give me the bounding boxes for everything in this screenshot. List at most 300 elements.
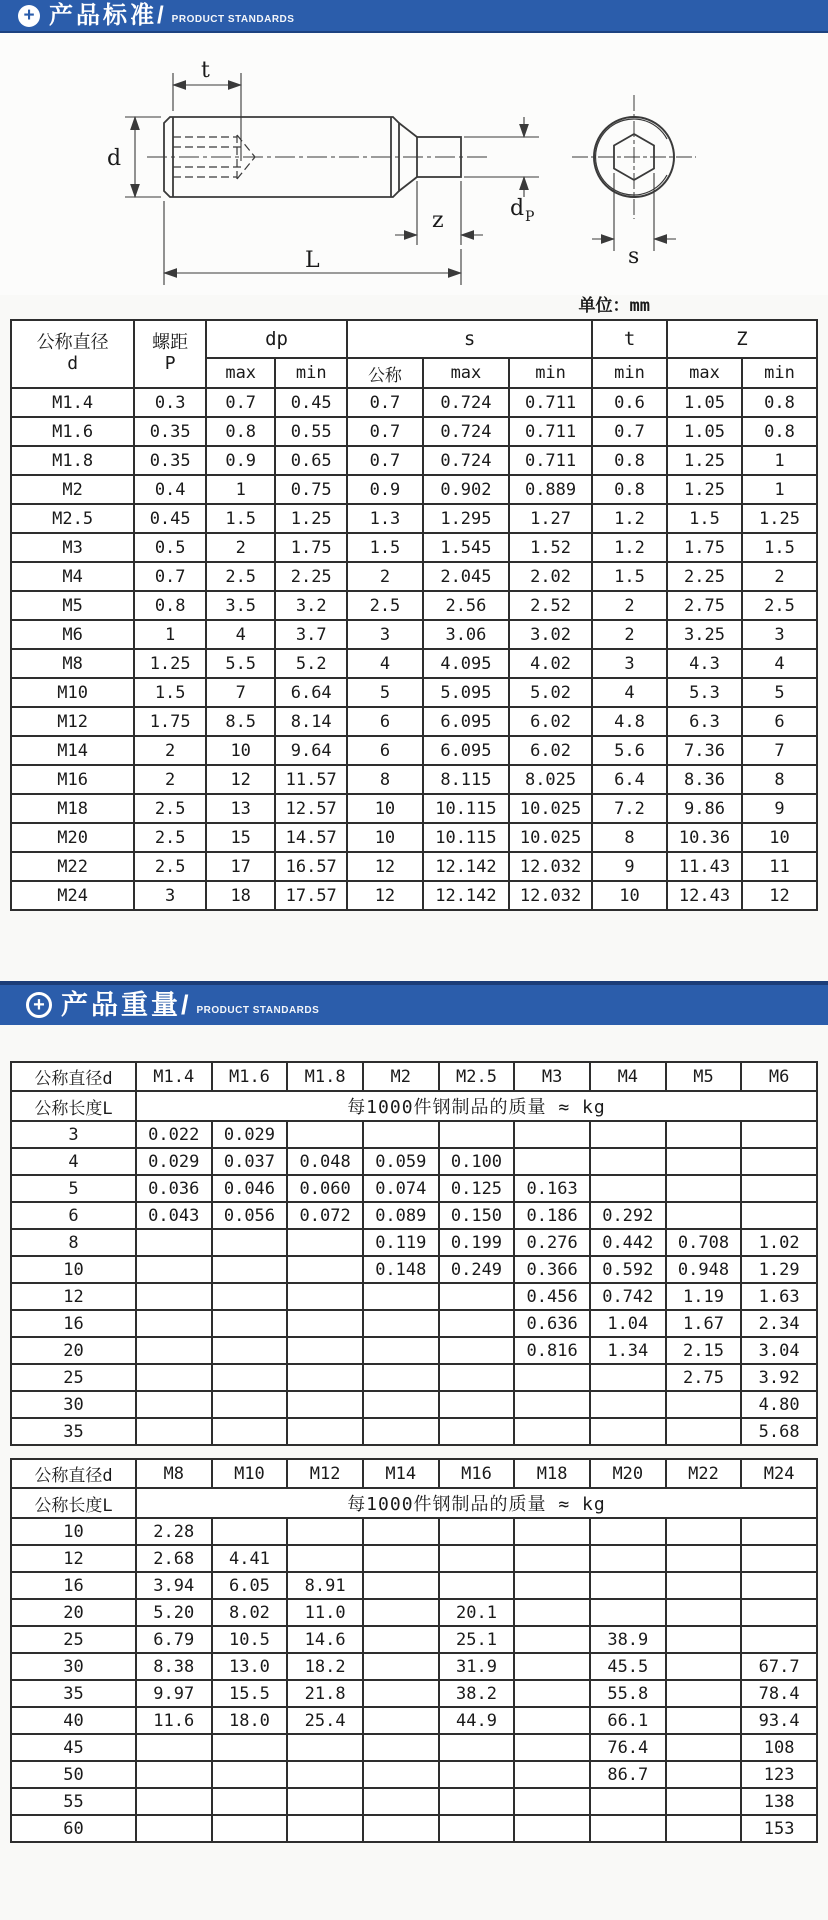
value-cell — [287, 1788, 363, 1815]
value-cell: 2.5 — [134, 823, 206, 852]
value-cell: 0.45 — [275, 388, 347, 417]
size-col: M14 — [363, 1459, 439, 1488]
value-cell: 1.52 — [509, 533, 592, 562]
value-cell: 2.56 — [423, 591, 509, 620]
size-col: M1.6 — [212, 1062, 288, 1091]
value-cell: 18.2 — [287, 1653, 363, 1680]
value-cell — [287, 1121, 363, 1148]
row-label-cell: 35 — [11, 1680, 136, 1707]
size-col: M6 — [741, 1062, 817, 1091]
size-col: M20 — [590, 1459, 666, 1488]
value-cell: 0.7 — [347, 388, 423, 417]
value-cell: 3.5 — [206, 591, 275, 620]
value-cell: 17 — [206, 852, 275, 881]
value-cell: 4.41 — [212, 1545, 288, 1572]
label-dp-sub: P — [525, 209, 535, 225]
value-cell: 8.38 — [136, 1653, 212, 1680]
table-row — [11, 475, 817, 504]
row-label-cell: M20 — [11, 823, 134, 852]
value-cell — [514, 1680, 590, 1707]
value-cell — [666, 1518, 742, 1545]
value-cell: 0.8 — [742, 417, 817, 446]
value-cell: 76.4 — [590, 1734, 666, 1761]
value-cell: 15.5 — [212, 1680, 288, 1707]
value-cell: 0.636 — [514, 1310, 590, 1337]
value-cell: 8.025 — [509, 765, 592, 794]
value-cell: 6.79 — [136, 1626, 212, 1653]
weight-table-body — [11, 1121, 817, 1445]
value-cell — [666, 1202, 742, 1229]
value-cell: 2 — [742, 562, 817, 591]
value-cell: 1.75 — [667, 533, 742, 562]
value-cell — [666, 1761, 742, 1788]
technical-drawing-area — [0, 33, 828, 295]
value-cell: 2 — [592, 591, 667, 620]
value-cell — [212, 1518, 288, 1545]
value-cell: 10.025 — [509, 794, 592, 823]
value-cell: 12 — [206, 765, 275, 794]
value-cell: 6.095 — [423, 736, 509, 765]
value-cell: 8.5 — [206, 707, 275, 736]
value-cell — [741, 1545, 817, 1572]
table-row — [11, 591, 817, 620]
value-cell: 0.724 — [423, 417, 509, 446]
value-cell: 3.06 — [423, 620, 509, 649]
value-cell: 0.711 — [509, 388, 592, 417]
value-cell: 1.75 — [134, 707, 206, 736]
value-cell — [439, 1734, 515, 1761]
value-cell — [212, 1229, 288, 1256]
value-cell: 10 — [592, 881, 667, 910]
value-cell: 1.2 — [592, 533, 667, 562]
value-cell: 11.57 — [275, 765, 347, 794]
value-cell: 5.2 — [275, 649, 347, 678]
row-label-cell: M1.4 — [11, 388, 134, 417]
value-cell: 0.022 — [136, 1121, 212, 1148]
value-cell: 0.7 — [347, 446, 423, 475]
value-cell — [363, 1283, 439, 1310]
row-label-cell: 12 — [11, 1545, 136, 1572]
value-cell — [666, 1175, 742, 1202]
value-cell: 4 — [592, 678, 667, 707]
value-cell: 0.9 — [347, 475, 423, 504]
value-cell: 10 — [347, 794, 423, 823]
table-row — [11, 852, 817, 881]
value-cell: 6.4 — [592, 765, 667, 794]
value-cell: 10 — [742, 823, 817, 852]
value-cell: 5.6 — [592, 736, 667, 765]
row-label-cell: M22 — [11, 852, 134, 881]
size-col: M5 — [666, 1062, 742, 1091]
value-cell: 78.4 — [741, 1680, 817, 1707]
row-label-cell: M14 — [11, 736, 134, 765]
dimension-table — [10, 319, 818, 911]
value-cell: 11.43 — [667, 852, 742, 881]
value-cell — [287, 1256, 363, 1283]
corner-length: 公称长度L — [11, 1488, 136, 1518]
value-cell: 3 — [742, 620, 817, 649]
size-col: M16 — [439, 1459, 515, 1488]
value-cell: 1.04 — [590, 1310, 666, 1337]
value-cell: 7 — [742, 736, 817, 765]
value-cell: 1.02 — [741, 1229, 817, 1256]
value-cell — [741, 1518, 817, 1545]
value-cell — [514, 1148, 590, 1175]
value-cell — [287, 1310, 363, 1337]
value-cell: 10.5 — [212, 1626, 288, 1653]
value-cell — [363, 1418, 439, 1445]
value-cell: 5.20 — [136, 1599, 212, 1626]
value-cell: 12.43 — [667, 881, 742, 910]
value-cell: 0.816 — [514, 1337, 590, 1364]
table-row — [11, 1310, 817, 1337]
value-cell: 10.025 — [509, 823, 592, 852]
value-cell: 2.045 — [423, 562, 509, 591]
value-cell — [666, 1391, 742, 1418]
value-cell: 1.34 — [590, 1337, 666, 1364]
value-cell: 44.9 — [439, 1707, 515, 1734]
table-row — [11, 794, 817, 823]
value-cell: 7.2 — [592, 794, 667, 823]
value-cell: 93.4 — [741, 1707, 817, 1734]
value-cell: 6 — [347, 707, 423, 736]
table-row — [11, 1761, 817, 1788]
value-cell: 0.7 — [347, 417, 423, 446]
size-col: M3 — [514, 1062, 590, 1091]
corner-length: 公称长度L — [11, 1091, 136, 1121]
table-row — [11, 388, 817, 417]
value-cell — [363, 1626, 439, 1653]
value-cell — [439, 1418, 515, 1445]
value-cell: 11.0 — [287, 1599, 363, 1626]
value-cell — [590, 1175, 666, 1202]
value-cell: 6.095 — [423, 707, 509, 736]
value-cell: 0.724 — [423, 388, 509, 417]
value-cell: 2.68 — [136, 1545, 212, 1572]
value-cell — [287, 1761, 363, 1788]
value-cell: 0.199 — [439, 1229, 515, 1256]
value-cell — [363, 1599, 439, 1626]
value-cell — [514, 1364, 590, 1391]
value-cell — [212, 1337, 288, 1364]
row-label-cell: 55 — [11, 1788, 136, 1815]
value-cell — [514, 1734, 590, 1761]
size-col: M12 — [287, 1459, 363, 1488]
value-cell: 4 — [347, 649, 423, 678]
value-cell — [439, 1364, 515, 1391]
value-cell: 0.45 — [134, 504, 206, 533]
value-cell — [363, 1545, 439, 1572]
value-cell: 0.089 — [363, 1202, 439, 1229]
value-cell — [439, 1391, 515, 1418]
value-cell: 0.65 — [275, 446, 347, 475]
value-cell: 0.148 — [363, 1256, 439, 1283]
table-row — [11, 620, 817, 649]
value-cell: 0.7 — [134, 562, 206, 591]
value-cell: 10 — [206, 736, 275, 765]
value-cell — [590, 1121, 666, 1148]
table-row — [11, 1121, 817, 1148]
value-cell — [363, 1734, 439, 1761]
size-col: M10 — [212, 1459, 288, 1488]
table-row — [11, 1545, 817, 1572]
value-cell — [212, 1310, 288, 1337]
value-cell: 9 — [592, 852, 667, 881]
value-cell: 3 — [347, 620, 423, 649]
col-header-diameter: 公称直径 d — [11, 320, 134, 388]
value-cell — [590, 1418, 666, 1445]
value-cell: 2.25 — [667, 562, 742, 591]
value-cell — [212, 1815, 288, 1842]
value-cell: 14.6 — [287, 1626, 363, 1653]
value-cell: 8 — [347, 765, 423, 794]
value-cell: 2.5 — [347, 591, 423, 620]
value-cell: 0.074 — [363, 1175, 439, 1202]
plus-circle-icon: + — [26, 992, 52, 1018]
size-col: M18 — [514, 1459, 590, 1488]
value-cell: 21.8 — [287, 1680, 363, 1707]
value-cell — [363, 1788, 439, 1815]
label-L: L — [305, 248, 320, 273]
value-cell: 0.366 — [514, 1256, 590, 1283]
value-cell: 2 — [206, 533, 275, 562]
value-cell — [136, 1229, 212, 1256]
value-cell: 8.36 — [667, 765, 742, 794]
value-cell — [666, 1148, 742, 1175]
value-cell — [590, 1148, 666, 1175]
value-cell — [136, 1337, 212, 1364]
value-cell: 123 — [741, 1761, 817, 1788]
value-cell: 4.095 — [423, 649, 509, 678]
value-cell: 0.711 — [509, 446, 592, 475]
value-cell — [741, 1121, 817, 1148]
value-cell: 3.25 — [667, 620, 742, 649]
value-cell: 2 — [134, 765, 206, 794]
table-row — [11, 1283, 817, 1310]
size-col: M2 — [363, 1062, 439, 1091]
value-cell — [363, 1572, 439, 1599]
subcol-t-min: min — [592, 358, 667, 388]
value-cell: 0.072 — [287, 1202, 363, 1229]
value-cell: 4 — [742, 649, 817, 678]
value-cell: 0.249 — [439, 1256, 515, 1283]
value-cell: 1.75 — [275, 533, 347, 562]
subcol-z-min: min — [742, 358, 817, 388]
value-cell: 0.186 — [514, 1202, 590, 1229]
row-label-cell: M6 — [11, 620, 134, 649]
value-cell: 4 — [206, 620, 275, 649]
value-cell: 0.059 — [363, 1148, 439, 1175]
row-label-cell: M1.6 — [11, 417, 134, 446]
row-label-cell: M4 — [11, 562, 134, 591]
row-label-cell: M2.5 — [11, 504, 134, 533]
row-label-cell: 20 — [11, 1599, 136, 1626]
section-title-en: PRODUCT STANDARDS — [196, 1005, 320, 1016]
table-row — [11, 1364, 817, 1391]
row-label-cell: 10 — [11, 1518, 136, 1545]
value-cell: 16.57 — [275, 852, 347, 881]
value-cell: 55.8 — [590, 1680, 666, 1707]
table-row — [11, 1518, 817, 1545]
mass-note: 每1000件钢制品的质量 ≈ kg — [136, 1488, 817, 1518]
value-cell: 3.2 — [275, 591, 347, 620]
label-z: z — [432, 208, 444, 233]
value-cell: 9.64 — [275, 736, 347, 765]
value-cell: 0.037 — [212, 1148, 288, 1175]
value-cell — [136, 1761, 212, 1788]
label-t: t — [201, 58, 210, 83]
value-cell: 1.19 — [666, 1283, 742, 1310]
row-label-cell: M12 — [11, 707, 134, 736]
weight-table-large-sizes — [10, 1458, 818, 1843]
value-cell — [363, 1707, 439, 1734]
value-cell: 12 — [347, 852, 423, 881]
section-title-cn: 产品重量/ — [61, 989, 192, 1020]
subcol-s-min: min — [509, 358, 592, 388]
value-cell: 0.125 — [439, 1175, 515, 1202]
value-cell — [287, 1545, 363, 1572]
value-cell: 0.043 — [136, 1202, 212, 1229]
value-cell: 1.05 — [667, 417, 742, 446]
row-label-cell: 10 — [11, 1256, 136, 1283]
value-cell — [666, 1734, 742, 1761]
row-label-cell: M10 — [11, 678, 134, 707]
dimension-labels — [107, 58, 639, 273]
value-cell: 3 — [134, 881, 206, 910]
value-cell: 1.5 — [592, 562, 667, 591]
value-cell: 66.1 — [590, 1707, 666, 1734]
row-label-cell: M16 — [11, 765, 134, 794]
value-cell: 11 — [742, 852, 817, 881]
row-label-cell: 16 — [11, 1310, 136, 1337]
row-label-cell: M18 — [11, 794, 134, 823]
value-cell: 0.119 — [363, 1229, 439, 1256]
table-row — [11, 1391, 817, 1418]
col-header-t: t — [592, 320, 667, 358]
value-cell: 0.8 — [206, 417, 275, 446]
value-cell: 0.048 — [287, 1148, 363, 1175]
subcol-z-max: max — [667, 358, 742, 388]
subcol-s-nominal: 公称 — [347, 358, 423, 388]
value-cell — [514, 1518, 590, 1545]
value-cell: 17.57 — [275, 881, 347, 910]
dimension-lines — [125, 73, 539, 285]
value-cell: 2.75 — [666, 1364, 742, 1391]
value-cell — [666, 1707, 742, 1734]
value-cell: 11.6 — [136, 1707, 212, 1734]
value-cell: 7 — [206, 678, 275, 707]
value-cell: 0.292 — [590, 1202, 666, 1229]
value-cell: 2.5 — [742, 591, 817, 620]
table-row — [11, 823, 817, 852]
table-row — [11, 678, 817, 707]
value-cell — [514, 1707, 590, 1734]
section-header-product-weight — [0, 981, 828, 1025]
value-cell: 2.34 — [741, 1310, 817, 1337]
value-cell: 0.711 — [509, 417, 592, 446]
value-cell: 25.1 — [439, 1626, 515, 1653]
value-cell — [514, 1391, 590, 1418]
table-row — [11, 1815, 817, 1842]
value-cell: 0.7 — [206, 388, 275, 417]
value-cell: 0.889 — [509, 475, 592, 504]
label-d: d — [107, 146, 122, 171]
value-cell: 5.5 — [206, 649, 275, 678]
value-cell: 1 — [742, 475, 817, 504]
value-cell — [287, 1364, 363, 1391]
value-cell — [363, 1518, 439, 1545]
value-cell — [363, 1310, 439, 1337]
value-cell — [136, 1815, 212, 1842]
row-label-cell: 16 — [11, 1572, 136, 1599]
table-row — [11, 1202, 817, 1229]
value-cell: 108 — [741, 1734, 817, 1761]
value-cell — [287, 1391, 363, 1418]
row-label-cell: 5 — [11, 1175, 136, 1202]
value-cell — [514, 1599, 590, 1626]
value-cell: 1 — [742, 446, 817, 475]
value-cell: 6.3 — [667, 707, 742, 736]
value-cell — [514, 1545, 590, 1572]
value-cell: 86.7 — [590, 1761, 666, 1788]
value-cell: 9.86 — [667, 794, 742, 823]
value-cell: 138 — [741, 1788, 817, 1815]
table-row — [11, 1175, 817, 1202]
value-cell: 12.032 — [509, 852, 592, 881]
value-cell: 1.5 — [206, 504, 275, 533]
value-cell: 0.276 — [514, 1229, 590, 1256]
value-cell — [439, 1572, 515, 1599]
row-label-cell: 35 — [11, 1418, 136, 1445]
size-col: M24 — [741, 1459, 817, 1488]
value-cell — [590, 1391, 666, 1418]
value-cell: 3.92 — [741, 1364, 817, 1391]
weight-table-body — [11, 1518, 817, 1842]
value-cell: 0.046 — [212, 1175, 288, 1202]
value-cell — [363, 1391, 439, 1418]
col-header-z: Z — [667, 320, 817, 358]
row-label-cell: 3 — [11, 1121, 136, 1148]
weight-table-header — [11, 1459, 817, 1518]
value-cell: 12 — [347, 881, 423, 910]
row-label-cell: 50 — [11, 1761, 136, 1788]
value-cell — [514, 1121, 590, 1148]
value-cell: 1.67 — [666, 1310, 742, 1337]
value-cell: 2 — [592, 620, 667, 649]
value-cell: 1.295 — [423, 504, 509, 533]
value-cell — [666, 1788, 742, 1815]
value-cell — [287, 1229, 363, 1256]
value-cell: 0.4 — [134, 475, 206, 504]
value-cell: 0.036 — [136, 1175, 212, 1202]
value-cell: 13.0 — [212, 1653, 288, 1680]
value-cell — [212, 1391, 288, 1418]
value-cell: 0.442 — [590, 1229, 666, 1256]
value-cell: 0.7 — [592, 417, 667, 446]
value-cell: 3 — [592, 649, 667, 678]
value-cell: 6.05 — [212, 1572, 288, 1599]
value-cell: 5 — [742, 678, 817, 707]
value-cell — [666, 1545, 742, 1572]
value-cell: 13 — [206, 794, 275, 823]
row-label-cell: 60 — [11, 1815, 136, 1842]
value-cell: 12.142 — [423, 852, 509, 881]
value-cell — [741, 1572, 817, 1599]
subcol-dp-max: max — [206, 358, 275, 388]
plus-circle-icon: + — [18, 5, 40, 27]
row-label-cell: 30 — [11, 1391, 136, 1418]
value-cell: 1.25 — [134, 649, 206, 678]
